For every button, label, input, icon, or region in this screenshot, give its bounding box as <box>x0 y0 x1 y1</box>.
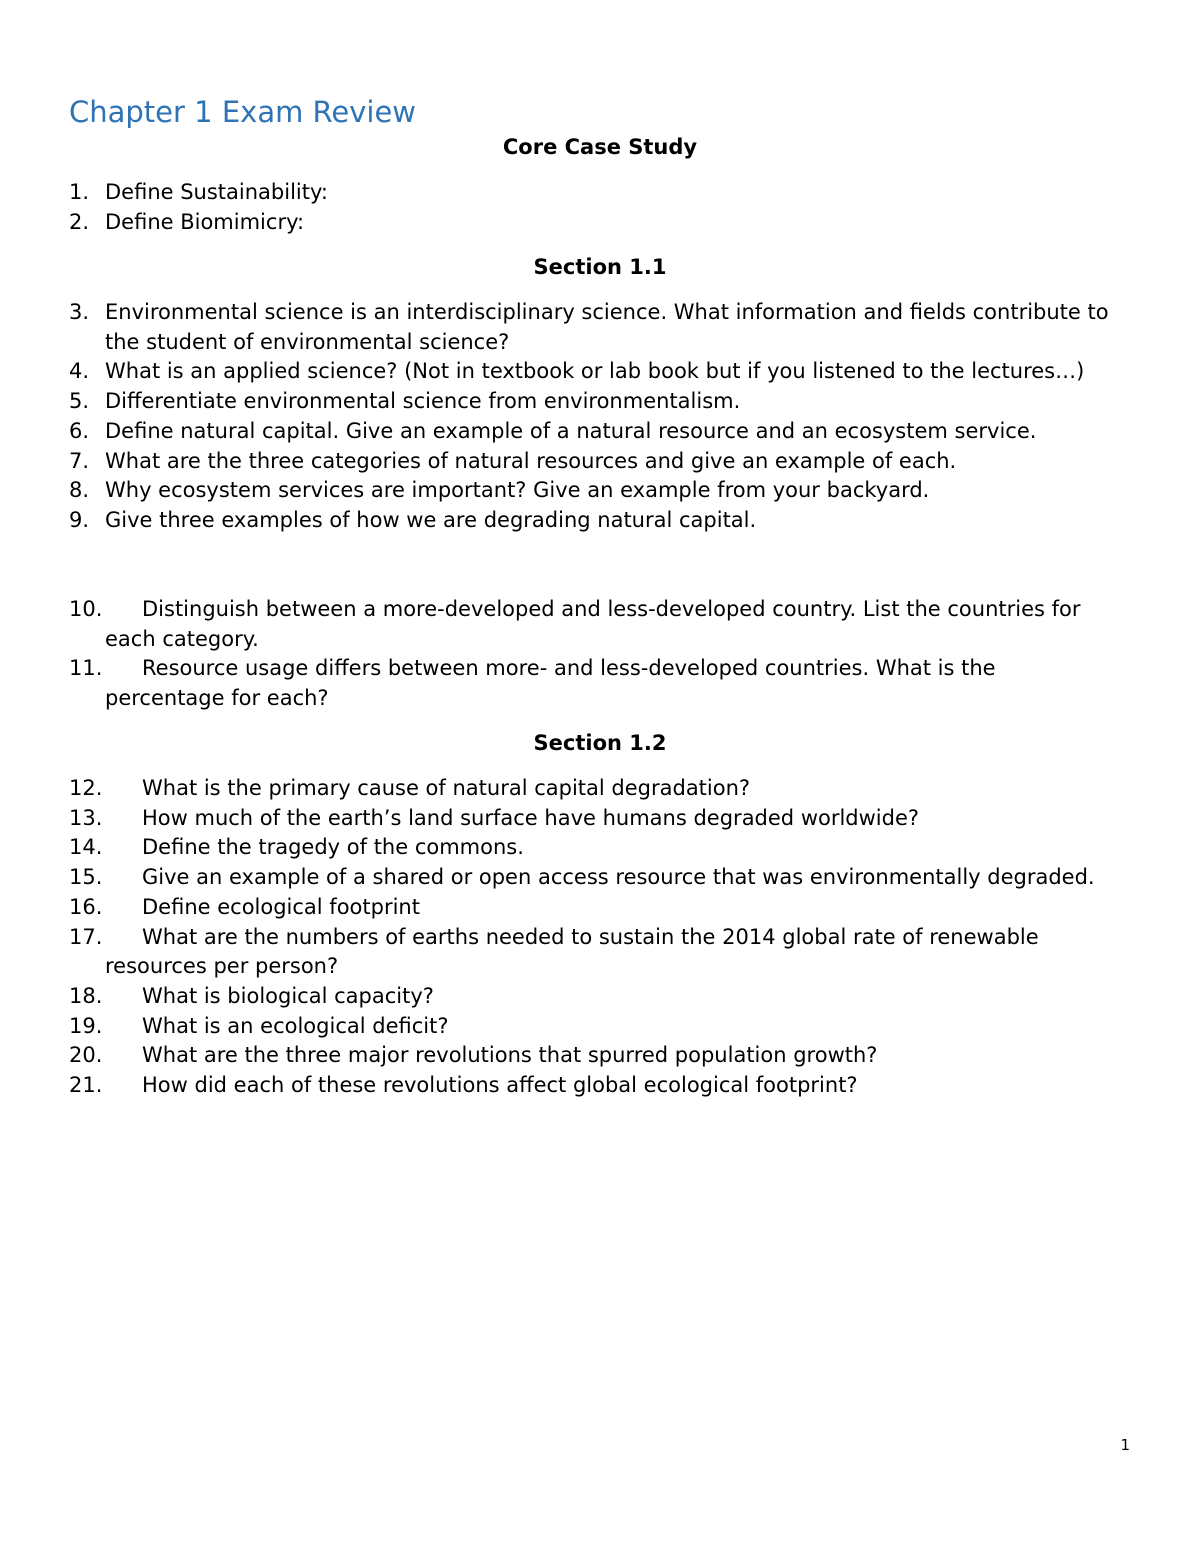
page-number: 1 <box>1120 1436 1130 1454</box>
question-text: Give three examples of how we are degrading natural capital. <box>105 507 757 532</box>
question-number: 1. <box>69 180 90 204</box>
question-text: Environmental science is an interdisciplinary science. What information and fields contribute to the student of environmental science? <box>105 300 1109 354</box>
question-number: 6. <box>69 418 90 443</box>
question-list-section-1-1-continued <box>0 595 1200 714</box>
question-number: 14. <box>69 835 103 860</box>
document-title: Chapter 1 Exam Review <box>69 95 417 129</box>
section-heading-section-1-1: Section 1.1 <box>533 255 667 279</box>
question-number: 21. <box>69 1073 103 1098</box>
question-text: Give an example of a shared or open access resource that was environmentally degraded. <box>142 865 1095 890</box>
question-number: 9. <box>69 507 90 532</box>
question-text: What is the primary cause of natural capital degradation? <box>142 776 751 800</box>
question-item <box>0 178 1115 208</box>
question-item <box>0 804 1115 834</box>
question-item <box>0 863 1115 893</box>
question-text: What are the numbers of earths needed to sustain the 2014 global rate of renewable resources per person? <box>105 924 1039 979</box>
question-item <box>0 387 1115 417</box>
question-text: Resource usage differs between more- and less-developed countries. What is the percentage for each? <box>105 656 996 711</box>
question-text: Define the tragedy of the commons. <box>142 835 524 860</box>
question-number: 17. <box>69 924 103 949</box>
question-item <box>0 774 1115 804</box>
question-text: What are the three major revolutions that spurred population growth? <box>142 1043 878 1068</box>
question-text: Distinguish between a more-developed and less-developed country. List the countries for each category. <box>105 597 1081 651</box>
question-item <box>0 357 1115 387</box>
question-number: 15. <box>69 865 103 890</box>
question-item <box>0 595 1115 654</box>
question-number: 8. <box>69 478 90 503</box>
question-number: 13. <box>69 805 103 830</box>
question-item <box>0 923 1115 982</box>
question-text: Why ecosystem services are important? Give an example from your backyard. <box>105 478 930 503</box>
question-list-section-1-1 <box>0 298 1200 536</box>
section-heading-section-1-2: Section 1.2 <box>533 731 667 755</box>
question-list-core-case-study <box>0 178 1200 237</box>
question-number: 16. <box>69 894 103 919</box>
question-text: How did each of these revolutions affect global ecological footprint? <box>142 1073 858 1098</box>
question-number: 10. <box>69 597 103 621</box>
question-item <box>0 833 1115 863</box>
question-item <box>0 1041 1115 1071</box>
question-number: 18. <box>69 983 103 1008</box>
question-item <box>0 506 1115 536</box>
question-text: Define Biomimicry: <box>105 209 305 234</box>
question-number: 2. <box>69 209 90 234</box>
question-number: 20. <box>69 1043 103 1068</box>
question-item <box>0 893 1115 923</box>
question-number: 4. <box>69 359 90 384</box>
section-heading-core-case-study: Core Case Study <box>502 135 698 159</box>
question-text: What are the three categories of natural resources and give an example of each. <box>105 448 957 473</box>
question-number: 3. <box>69 300 90 324</box>
question-item <box>0 1071 1115 1101</box>
question-item <box>0 208 1115 238</box>
question-list-section-1-2 <box>0 774 1200 1101</box>
question-item <box>0 417 1115 447</box>
question-item <box>0 298 1115 357</box>
question-item <box>0 476 1115 506</box>
question-text: What is an applied science? (Not in textbook or lab book but if you listened to the lectures…) <box>105 359 1085 384</box>
question-text: Define Sustainability: <box>105 180 328 204</box>
question-number: 5. <box>69 389 90 414</box>
question-item <box>0 1012 1115 1042</box>
question-text: Define ecological footprint <box>142 894 420 919</box>
question-number: 11. <box>69 656 103 681</box>
question-item <box>0 447 1115 477</box>
question-text: Define natural capital. Give an example of a natural resource and an ecosystem service. <box>105 418 1037 443</box>
question-number: 19. <box>69 1013 103 1038</box>
question-text: What is an ecological deficit? <box>142 1013 449 1038</box>
question-text: How much of the earth’s land surface have humans degraded worldwide? <box>142 805 920 830</box>
question-text: What is biological capacity? <box>142 983 434 1008</box>
question-number: 7. <box>69 448 90 473</box>
question-item <box>0 982 1115 1012</box>
question-number: 12. <box>69 776 103 800</box>
question-text: Differentiate environmental science from environmentalism. <box>105 389 741 414</box>
question-item <box>0 654 1115 713</box>
